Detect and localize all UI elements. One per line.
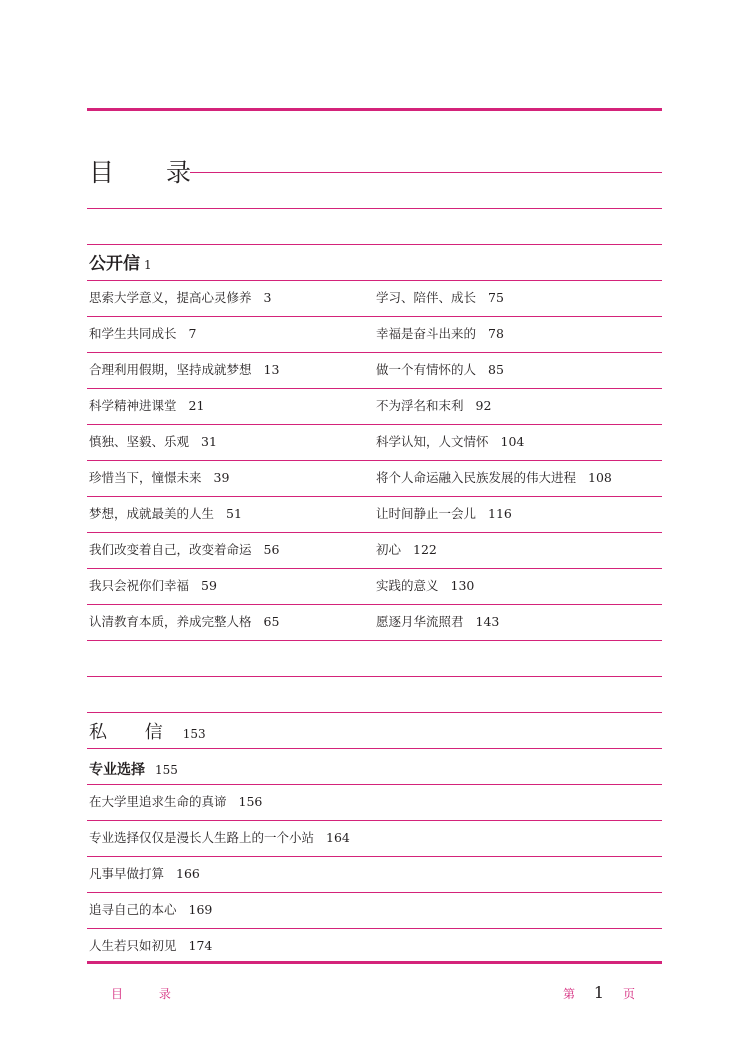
entry-page-number: 78 xyxy=(488,326,504,341)
title-rule xyxy=(190,172,662,173)
toc-entry[interactable] xyxy=(89,397,204,415)
divider xyxy=(87,532,662,533)
entry-page-number: 21 xyxy=(188,398,205,413)
toc-entry[interactable] xyxy=(89,289,271,307)
page-number-footer xyxy=(563,983,635,1002)
divider xyxy=(87,640,662,641)
entry-title: 让时间静止一会儿 xyxy=(376,506,477,521)
entry-title: 珍惜当下，憧憬未来 xyxy=(89,470,202,485)
section-label: 公开信 xyxy=(89,254,140,274)
entry-title: 思索大学意义，提高心灵修养 xyxy=(89,290,252,305)
entry-title: 专业选择仅仅是漫长人生路上的一个小站 xyxy=(89,830,315,845)
entry-title: 慎独、坚毅、乐观 xyxy=(89,434,190,449)
entry-page-number: 51 xyxy=(226,506,242,521)
toc-entry[interactable] xyxy=(376,289,504,307)
section-page-number: 153 xyxy=(182,727,206,741)
toc-entry[interactable] xyxy=(89,829,350,847)
toc-entry[interactable] xyxy=(89,541,279,559)
entry-page-number: 13 xyxy=(263,362,280,377)
divider xyxy=(87,424,662,425)
entry-page-number: 169 xyxy=(188,902,213,917)
entry-title: 实践的意义 xyxy=(376,578,439,593)
entry-title: 将个人命运融入民族发展的伟大进程 xyxy=(376,470,577,485)
entry-title: 幸福是奋斗出来的 xyxy=(376,326,477,341)
entry-page-number: 92 xyxy=(475,398,492,413)
entry-page-number: 56 xyxy=(263,542,280,557)
top-rule xyxy=(87,108,662,111)
divider xyxy=(87,208,662,209)
entry-title: 和学生共同成长 xyxy=(89,326,177,341)
entry-title: 梦想，成就最美的人生 xyxy=(89,506,215,521)
entry-title: 不为浮名和末利 xyxy=(376,398,464,413)
entry-page-number: 39 xyxy=(213,470,230,485)
page-prefix: 第 xyxy=(563,987,576,1001)
entry-title: 在大学里追求生命的真谛 xyxy=(89,794,227,809)
bottom-rule xyxy=(87,961,662,964)
toc-entry[interactable] xyxy=(89,865,200,883)
entry-page-number: 116 xyxy=(488,506,512,521)
running-footer-title: 目 录 xyxy=(111,987,187,1001)
divider xyxy=(87,496,662,497)
entry-title: 我们改变着自己，改变着命运 xyxy=(89,542,252,557)
divider xyxy=(87,244,662,245)
entry-page-number: 130 xyxy=(450,578,475,593)
subsection-major-choice xyxy=(89,757,178,782)
section-private-letters xyxy=(89,721,206,746)
page-suffix: 页 xyxy=(623,987,636,1001)
entry-page-number: 164 xyxy=(326,830,350,845)
entry-page-number: 59 xyxy=(201,578,217,593)
entry-page-number: 143 xyxy=(475,614,500,629)
divider xyxy=(87,820,662,821)
entry-title: 初心 xyxy=(376,542,402,557)
toc-entry[interactable] xyxy=(89,937,212,955)
toc-entry[interactable] xyxy=(376,505,512,523)
entry-title: 科学精神进课堂 xyxy=(89,398,177,413)
divider xyxy=(87,748,662,749)
divider xyxy=(87,676,662,677)
subsection-label: 专业选择 xyxy=(89,762,145,778)
toc-entry[interactable] xyxy=(89,793,262,811)
entry-title: 凡事早做打算 xyxy=(89,866,165,881)
entry-page-number: 174 xyxy=(188,938,213,953)
toc-entry[interactable] xyxy=(89,901,212,919)
page-title: 目 录 xyxy=(89,158,213,187)
toc-entry[interactable] xyxy=(376,613,499,631)
entry-title: 做一个有情怀的人 xyxy=(376,362,477,377)
entry-title: 学习、陪伴、成长 xyxy=(376,290,477,305)
toc-entry[interactable] xyxy=(89,433,217,451)
entry-page-number: 7 xyxy=(188,326,197,341)
entry-page-number: 104 xyxy=(500,434,525,449)
section-page-number: 1 xyxy=(144,258,152,272)
toc-entry[interactable] xyxy=(376,577,474,595)
entry-title: 追寻自己的本心 xyxy=(89,902,177,917)
entry-title: 人生若只如初见 xyxy=(89,938,177,953)
toc-entry[interactable] xyxy=(376,397,491,415)
entry-title: 我只会祝你们幸福 xyxy=(89,578,190,593)
entry-title: 认清教育本质，养成完整人格 xyxy=(89,614,252,629)
entry-page-number: 75 xyxy=(488,290,504,305)
divider xyxy=(87,388,662,389)
entry-page-number: 108 xyxy=(588,470,612,485)
page-number: 1 xyxy=(593,983,605,1002)
section-open-letters xyxy=(89,252,152,277)
divider xyxy=(87,316,662,317)
divider xyxy=(87,784,662,785)
entry-page-number: 85 xyxy=(488,362,504,377)
entry-page-number: 3 xyxy=(263,290,272,305)
divider xyxy=(87,892,662,893)
divider xyxy=(87,352,662,353)
divider xyxy=(87,604,662,605)
divider xyxy=(87,568,662,569)
toc-entry[interactable] xyxy=(376,361,504,379)
divider xyxy=(87,928,662,929)
entry-page-number: 31 xyxy=(201,434,217,449)
section-label: 私 信 xyxy=(89,722,179,743)
toc-entry[interactable] xyxy=(376,325,504,343)
entry-page-number: 65 xyxy=(263,614,280,629)
entry-page-number: 166 xyxy=(176,866,200,881)
entry-title: 科学认知，人文情怀 xyxy=(376,434,489,449)
toc-entry[interactable] xyxy=(89,469,229,487)
divider xyxy=(87,712,662,713)
toc-entry[interactable] xyxy=(376,433,524,451)
divider xyxy=(87,460,662,461)
toc-entry[interactable] xyxy=(89,577,217,595)
toc-entry[interactable] xyxy=(376,541,437,559)
subsection-page-number: 155 xyxy=(155,763,178,777)
entry-title: 合理利用假期，坚持成就梦想 xyxy=(89,362,252,377)
toc-entry[interactable] xyxy=(89,505,242,523)
entry-page-number: 122 xyxy=(413,542,437,557)
divider xyxy=(87,856,662,857)
toc-entry[interactable] xyxy=(89,325,196,343)
toc-entry[interactable] xyxy=(376,469,612,487)
divider xyxy=(87,280,662,281)
entry-page-number: 156 xyxy=(238,794,263,809)
toc-entry[interactable] xyxy=(89,361,279,379)
entry-title: 愿逐月华流照君 xyxy=(376,614,464,629)
toc-entry[interactable] xyxy=(89,613,279,631)
